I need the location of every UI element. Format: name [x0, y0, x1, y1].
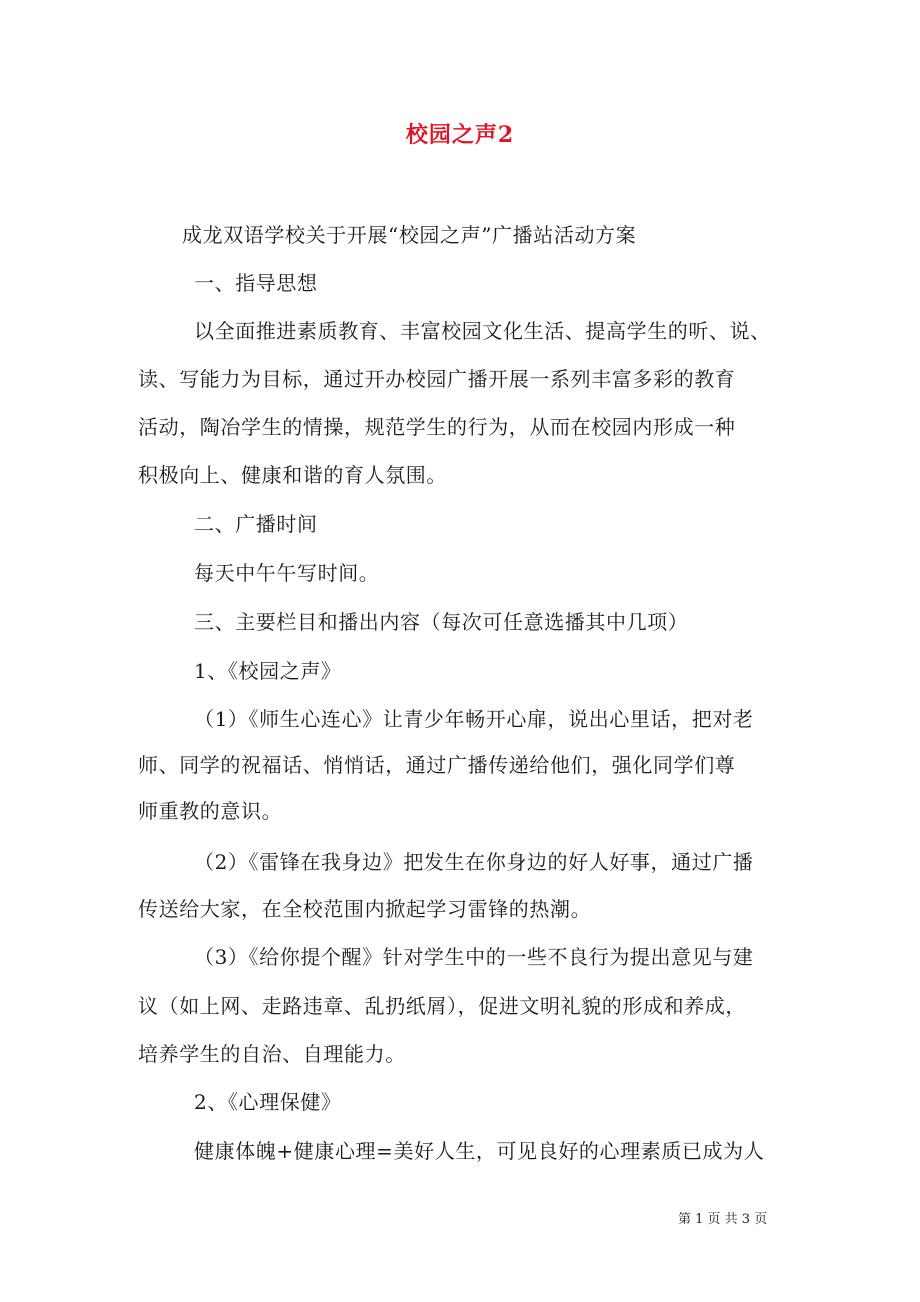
body-line-3: 以全面推进素质教育、丰富校园文化生活、提高学生的听、说、 — [194, 319, 771, 343]
body-line-15: 传送给大家，在全校范围内掀起学习雷锋的热潮。 — [138, 897, 592, 921]
body-line-5: 活动，陶冶学生的情操，规范学生的行为，从而在校园内形成一种 — [138, 415, 736, 439]
body-line-17: 议（如上网、走路违章、乱扔纸屑），促进文明礼貌的形成和养成， — [138, 994, 746, 1018]
body-line-13: 师重教的意识。 — [138, 799, 283, 823]
body-line-8: 每天中午午写时间。 — [194, 561, 380, 585]
page-number-footer: 第 1 页 共 3 页 — [678, 1212, 768, 1227]
section-heading-2: 二、广播时间 — [194, 512, 318, 536]
body-line-4: 读、写能力为目标，通过开办校园广播开展一系列丰富多彩的教育 — [138, 367, 736, 391]
body-line-20: 健康体魄+健康心理=美好人生，可见良好的心理素质已成为人 — [194, 1139, 765, 1163]
subsection-heading-2: 2、《心理保健》 — [194, 1090, 342, 1114]
body-line-6: 积极向上、健康和谐的育人氛围。 — [138, 463, 447, 487]
document-title: 校园之声2 — [405, 122, 515, 148]
body-line-1: 成龙双语学校关于开展“校园之声”广播站活动方案 — [182, 223, 637, 247]
body-line-18: 培养学生的自治、自理能力。 — [138, 1042, 406, 1066]
body-line-16: （3）《给你提个醒》针对学生中的一些不良行为提出意见与建 — [194, 945, 754, 969]
section-heading-1: 一、指导思想 — [194, 271, 318, 295]
section-heading-3: 三、主要栏目和播出内容（每次可任意选播其中几项） — [194, 610, 689, 634]
body-line-12: 师、同学的祝福话、悄悄话，通过广播传递给他们，强化同学们尊 — [138, 753, 736, 777]
subsection-heading-1: 1、《校园之声》 — [194, 659, 342, 683]
body-line-14: （2）《雷锋在我身边》把发生在你身边的好人好事，通过广播 — [194, 850, 754, 874]
body-line-11: （1）《师生心连心》让青少年畅开心扉，说出心里话，把对老 — [194, 707, 754, 731]
